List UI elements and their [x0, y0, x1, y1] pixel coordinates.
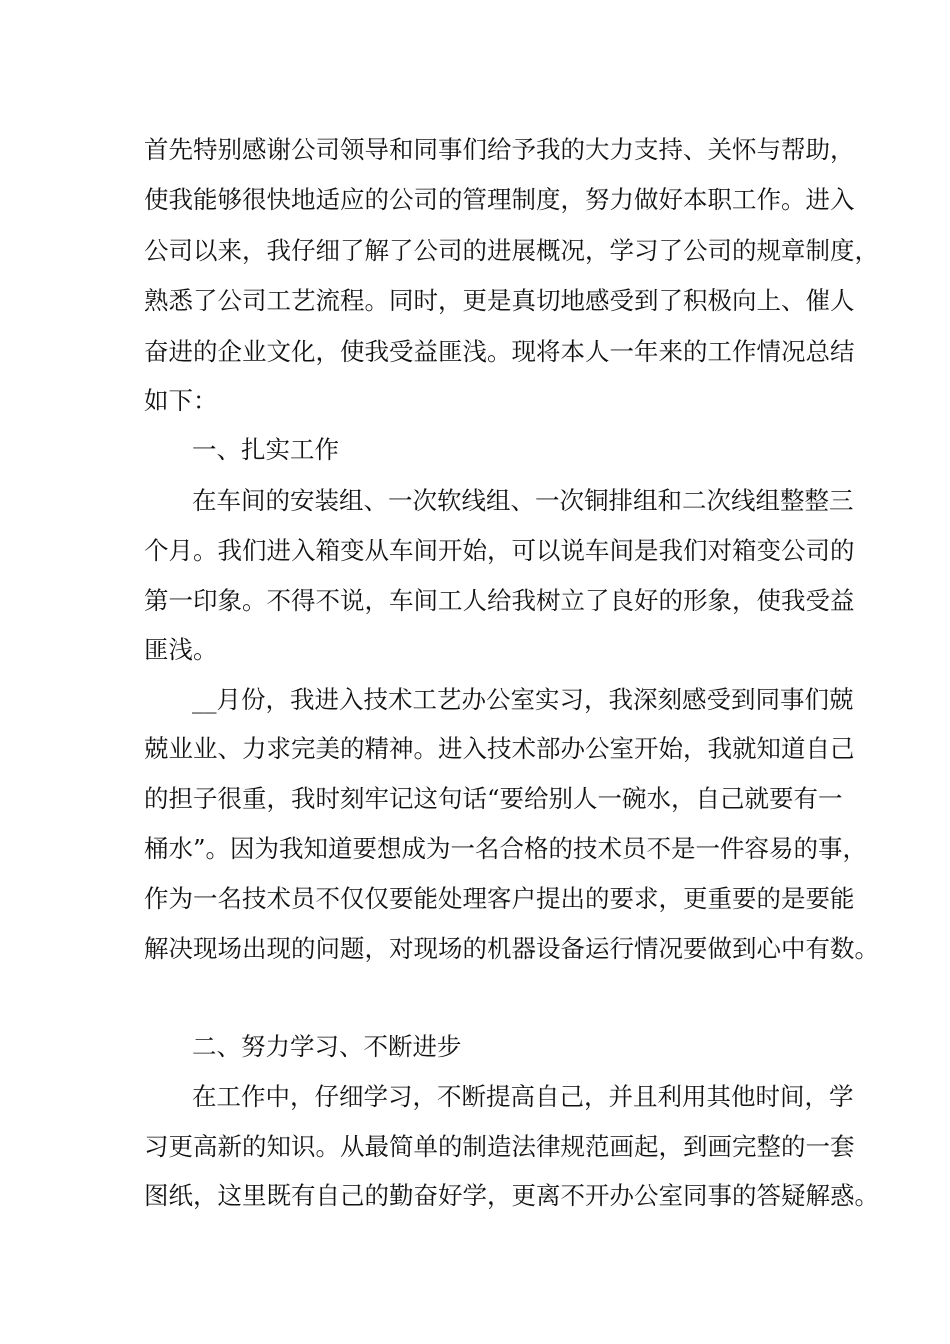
- text-line: 如下：: [144, 386, 218, 415]
- text-line: 首先特别感谢公司领导和同事们给予我的大力支持、关怀与帮助，: [144, 135, 855, 164]
- section-heading: 二、努力学习、不断进步: [192, 1032, 462, 1061]
- section-heading: 一、扎实工作: [192, 435, 339, 464]
- text-line: 在工作中，仔细学习，不断提高自己，并且利用其他时间，学: [192, 1082, 854, 1111]
- text-line: 个月。我们进入箱变从车间开始，可以说车间是我们对箱变公司的: [144, 536, 855, 565]
- text-line: 使我能够很快地适应的公司的管理制度，努力做好本职工作。进入: [144, 185, 855, 214]
- text-line: 第一印象。不得不说，车间工人给我树立了良好的形象，使我受益: [144, 586, 855, 615]
- text-line: 匪浅。: [144, 635, 218, 664]
- text-line: 图纸，这里既有自己的勤奋好学，更离不开办公室同事的答疑解惑。: [144, 1181, 879, 1210]
- text-line: 解决现场出现的问题，对现场的机器设备运行情况要做到心中有数。: [144, 934, 879, 963]
- text-line: 在车间的安装组、一次软线组、一次铜排组和二次线组整整三: [192, 486, 854, 515]
- text-line: 作为一名技术员不仅仅要能处理客户提出的要求，更重要的是要能: [144, 884, 855, 913]
- text-line: 奋进的企业文化，使我受益匪浅。现将本人一年来的工作情况总结: [144, 337, 855, 366]
- text-line: 的担子很重，我时刻牢记这句话“要给别人一碗水，自己就要有一: [144, 784, 843, 813]
- text-line: 桶水”。因为我知道要想成为一名合格的技术员不是一件容易的事，: [144, 834, 868, 863]
- text-line: 兢业业、力求完美的精神。进入技术部办公室开始，我就知道自己: [144, 734, 855, 763]
- text-line: 公司以来，我仔细了解了公司的进展概况，学习了公司的规章制度，: [144, 236, 879, 265]
- text-line: 习更高新的知识。从最简单的制造法律规范画起，到画完整的一套: [144, 1132, 855, 1161]
- text-line: 熟悉了公司工艺流程。同时，更是真切地感受到了积极向上、催人: [144, 286, 855, 315]
- text-line: __月份，我进入技术工艺办公室实习，我深刻感受到同事们兢: [192, 685, 854, 714]
